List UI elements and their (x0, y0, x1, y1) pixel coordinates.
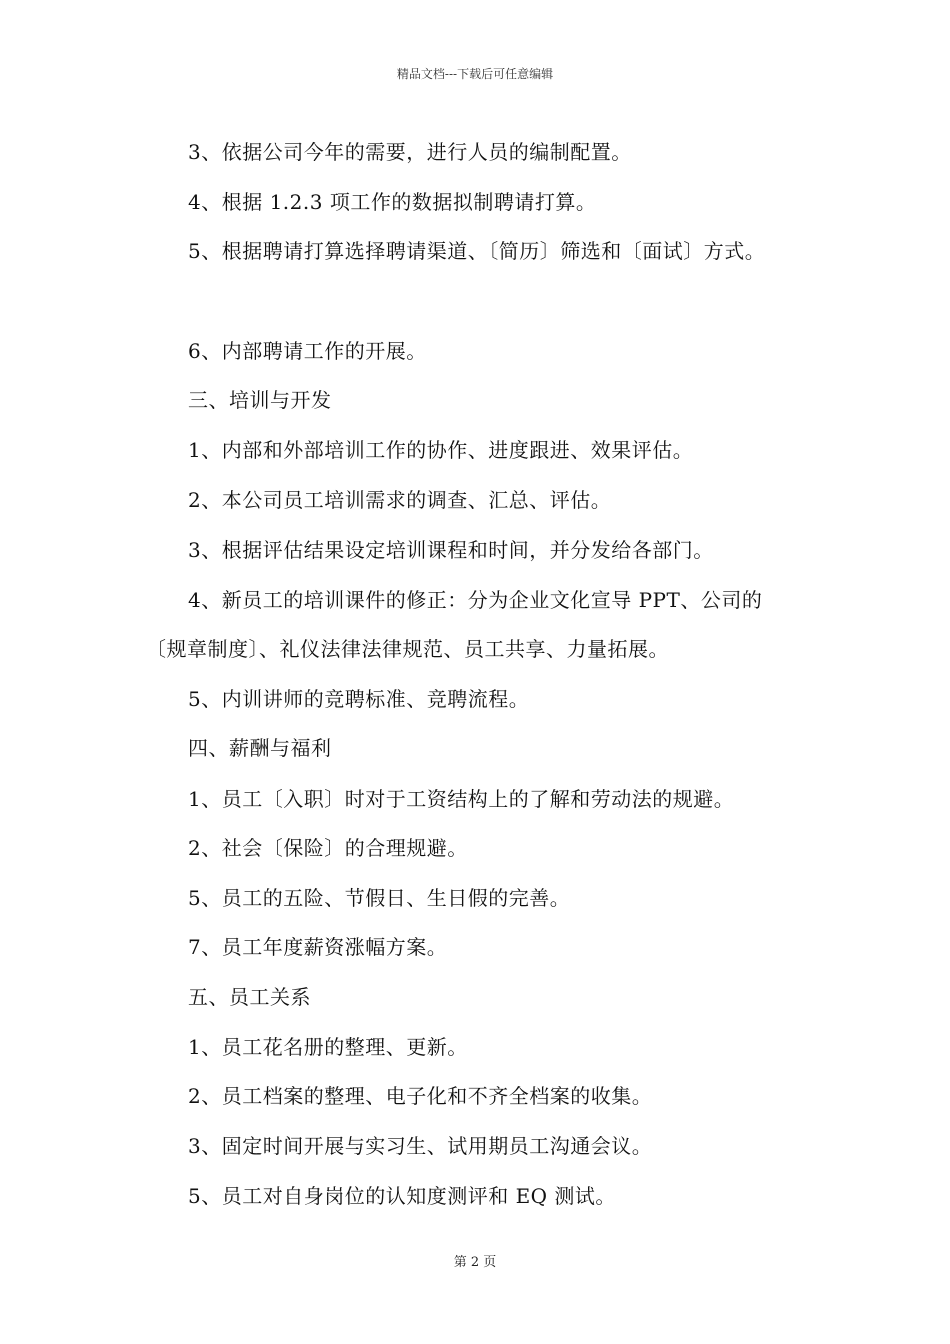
page-header: 精品文档---下载后可任意编辑 (396, 67, 554, 81)
paragraph-line: 4、新员工的培训课件的修正：分为企业文化宣导 PPT、公司的 (188, 588, 763, 612)
paragraph-line: 1、员工花名册的整理、更新。 (188, 1035, 468, 1059)
paragraph-line: 1、员工〔入职〕时对于工资结构上的了解和劳动法的规避。 (188, 787, 735, 811)
paragraph-line: 3、依据公司今年的需要，进行人员的编制配置。 (188, 140, 632, 164)
paragraph-line: 6、内部聘请工作的开展。 (188, 339, 427, 363)
paragraph-line: 4、根据 1.2.3 项工作的数据拟制聘请打算。 (188, 190, 597, 214)
paragraph-line: 2、社会〔保险〕的合理规避。 (188, 836, 468, 860)
paragraph-line: 2、员工档案的整理、电子化和不齐全档案的收集。 (188, 1084, 653, 1108)
section-heading: 四、薪酬与福利 (188, 736, 332, 760)
paragraph-line: 1、内部和外部培训工作的协作、进度跟进、效果评估。 (188, 438, 694, 462)
section-heading: 三、培训与开发 (188, 388, 332, 412)
paragraph-line: 5、根据聘请打算选择聘请渠道、〔简历〕筛选和〔面试〕方式。 (188, 239, 766, 263)
paragraph-line: 5、员工对自身岗位的认知度测评和 EQ 测试。 (188, 1184, 616, 1208)
page-number: 第 2 页 (453, 1255, 497, 1270)
paragraph-line: 3、固定时间开展与实习生、试用期员工沟通会议。 (188, 1134, 653, 1158)
paragraph-line: 2、本公司员工培训需求的调查、汇总、评估。 (188, 488, 612, 512)
paragraph-line: 7、员工年度薪资涨幅方案。 (188, 935, 448, 959)
paragraph-line: 3、根据评估结果设定培训课程和时间，并分发给各部门。 (188, 538, 714, 562)
section-heading: 五、员工关系 (188, 985, 311, 1009)
paragraph-line: 5、内训讲师的竞聘标准、竞聘流程。 (188, 687, 530, 711)
paragraph-line: 5、员工的五险、节假日、生日假的完善。 (188, 886, 571, 910)
paragraph-line-continued: 〔规章制度〕、礼仪法律法律规范、员工共享、力量拓展。 (146, 637, 669, 661)
